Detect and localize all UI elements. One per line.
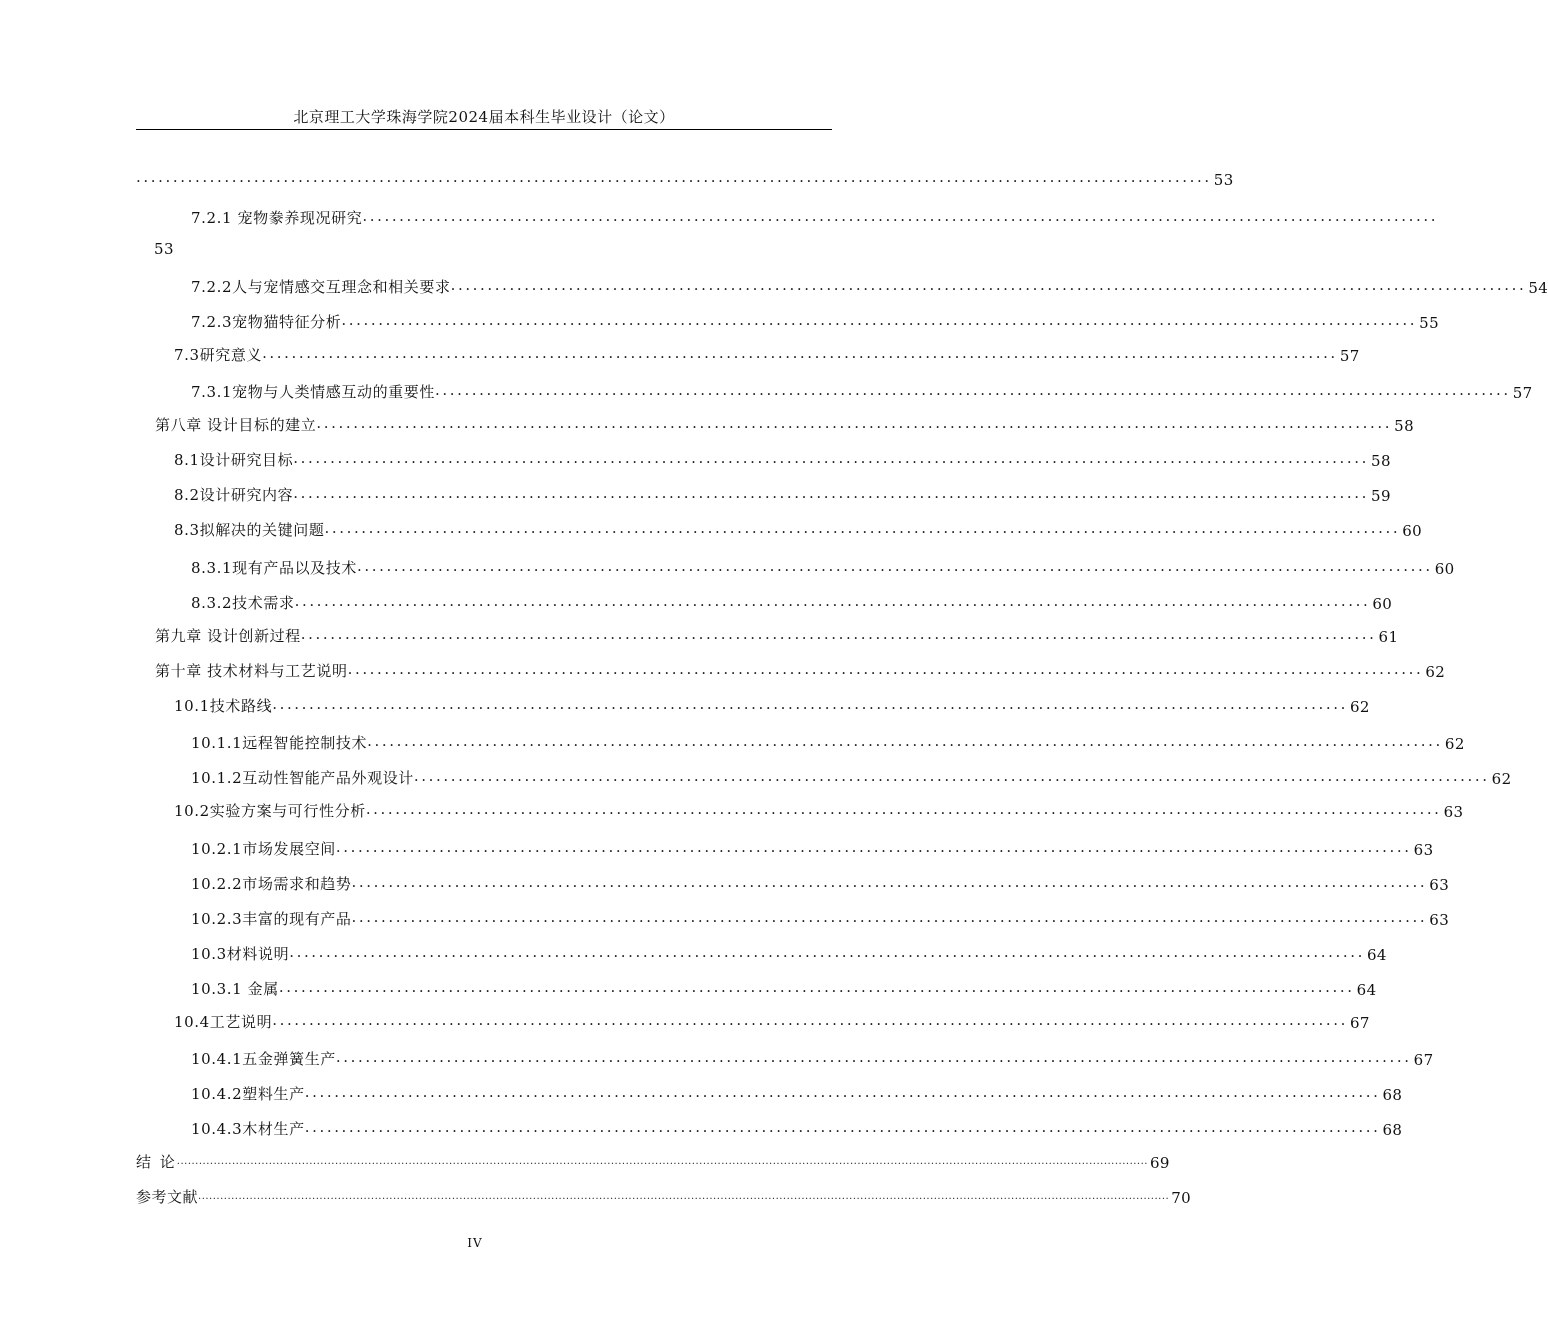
page-number: IV: [467, 1236, 483, 1250]
toc-entry[interactable]: [191, 308, 1440, 332]
toc-entry-page: 70: [1171, 1189, 1192, 1207]
toc-entry[interactable]: [174, 1008, 1370, 1032]
toc-entry-page: 60: [1402, 522, 1423, 540]
toc-leader-dots: ..................................................................................................................................................: [316, 414, 1393, 432]
toc-entry-label: 第十章 技术材料与工艺说明: [155, 662, 348, 680]
toc-entry-page: 59: [1371, 487, 1391, 505]
toc-leader-dots: ..................................................................................................................................................: [272, 695, 1348, 713]
toc-entry[interactable]: [191, 273, 1548, 297]
toc-entry[interactable]: [174, 341, 1360, 365]
toc-leader-dots: ........................................................................................................................................................................................................................................................................: [198, 1191, 1170, 1202]
toc-leader-dots: ..................................................................................................................................................: [304, 1083, 1381, 1101]
toc-leader-dots: ..................................................................................................................................................: [293, 449, 1370, 467]
toc-leader-dots: ..................................................................................................................................................: [351, 873, 1428, 891]
toc-entry-page: 63: [1429, 911, 1450, 929]
toc-entry-label: 10.2.2市场需求和趋势: [191, 875, 352, 893]
toc-entry-page: 63: [1413, 841, 1434, 859]
toc-entry[interactable]: [191, 870, 1450, 894]
toc-leader-dots: ..................................................................................................................................................: [300, 625, 1377, 643]
toc-entry[interactable]: [136, 1148, 1170, 1172]
toc-leader-dots: ..................................................................................................................................................: [289, 943, 1365, 961]
toc-entry-label: 10.3材料说明: [191, 945, 290, 963]
toc-entry-page: 63: [1443, 803, 1464, 821]
toc-entry[interactable]: [191, 975, 1377, 999]
toc-entry-label: 8.3拟解决的关键问题: [174, 521, 325, 539]
toc-entry-page: 62: [1349, 698, 1370, 716]
toc-leader-dots: ..................................................................................................................................................: [272, 1011, 1348, 1029]
toc-entry[interactable]: [191, 378, 1533, 402]
toc-entry-label: 10.4工艺说明: [174, 1013, 273, 1031]
toc-entry-label: 8.1设计研究目标: [174, 451, 294, 469]
toc-entry-page: 69: [1149, 1154, 1170, 1172]
toc-entry[interactable]: [174, 692, 1370, 716]
toc-leader-dots: ..................................................................................................................................................: [365, 800, 1442, 818]
toc-entry-label: 7.3.1宠物与人类情感互动的重要性: [191, 383, 435, 401]
toc-entry[interactable]: [191, 940, 1387, 964]
toc-leader-dots: ..................................................................................................................................................: [341, 311, 1418, 329]
toc-entry[interactable]: [174, 481, 1391, 505]
toc-entry-label: 10.1.2互动性智能产品外观设计: [191, 769, 414, 787]
toc-leader-dots: ..................................................................................................................................................: [362, 207, 1439, 225]
toc-entry-label: 结 论: [136, 1153, 177, 1171]
toc-entry-label: 10.2.1市场发展空间: [191, 840, 336, 858]
toc-entry-page: 64: [1366, 946, 1387, 964]
toc-entry-page: 58: [1371, 452, 1391, 470]
toc-entry-page: 54: [1528, 279, 1548, 297]
toc-entry-label: 8.2设计研究内容: [174, 486, 294, 504]
toc-leader-dots: ..................................................................................................................................................: [434, 381, 1511, 399]
toc-entry[interactable]: [191, 764, 1512, 788]
toc-entry[interactable]: [155, 411, 1415, 435]
toc-leader-dots: ..................................................................................................................................................: [450, 276, 1527, 294]
toc-entry-label: 10.1技术路线: [174, 697, 273, 715]
toc-leader-dots: ..................................................................................................................................................: [356, 557, 1433, 575]
toc-leader-dots: ..................................................................................................................................................: [324, 519, 1401, 537]
toc-entry-page: 57: [1512, 384, 1533, 402]
toc-entry[interactable]: [191, 1115, 1403, 1139]
header-title: 北京理工大学珠海学院2024届本科生毕业设计（论文）: [293, 108, 675, 126]
toc-leader-dots: ..................................................................................................................................................: [262, 344, 1338, 362]
toc-entry[interactable]: [155, 657, 1446, 681]
toc-entry-page: 57: [1339, 347, 1360, 365]
toc-entry-page: 68: [1382, 1086, 1403, 1104]
toc-entry-label: 8.3.2技术需求: [191, 594, 295, 612]
toc-entry[interactable]: [136, 1183, 1192, 1207]
toc-leader-dots: ..................................................................................................................................................: [335, 1048, 1412, 1066]
toc-leader-dots: ..................................................................................................................................................: [136, 168, 1212, 186]
toc-entry-page: 64: [1356, 981, 1377, 999]
toc-entry-label: 第九章 设计创新过程: [155, 627, 301, 645]
toc-entry-label: 10.4.2塑料生产: [191, 1085, 305, 1103]
toc-entry-page: 61: [1378, 628, 1399, 646]
toc-leader-dots: ..................................................................................................................................................: [347, 660, 1424, 678]
toc-entry-label: 10.3.1 金属: [191, 980, 279, 998]
toc-entry-page: 55: [1419, 314, 1440, 332]
toc-entry[interactable]: [174, 797, 1464, 821]
toc-entry-page: 62: [1491, 770, 1512, 788]
toc-entry-label: 10.1.1远程智能控制技术: [191, 734, 368, 752]
toc-entry[interactable]: [191, 835, 1434, 859]
toc-entry-page: 58: [1394, 417, 1415, 435]
toc-entry-page: 63: [1429, 876, 1450, 894]
toc-leader-dots: ..................................................................................................................................................: [351, 908, 1428, 926]
toc-entry-label: 7.3研究意义: [174, 346, 263, 364]
toc-leader-dots: ..................................................................................................................................................: [293, 484, 1370, 502]
toc-entry-label: 7.2.2人与宠情感交互理念和相关要求: [191, 278, 451, 296]
toc-entry[interactable]: [191, 905, 1450, 929]
toc-entry-page: 60: [1434, 560, 1455, 578]
toc-leader-dots: ..................................................................................................................................................: [304, 1118, 1381, 1136]
toc-entry[interactable]: [174, 516, 1423, 540]
toc-entry-page: 62: [1444, 735, 1465, 753]
toc-entry-page: 68: [1382, 1121, 1403, 1139]
toc-entry-page: 67: [1413, 1051, 1434, 1069]
toc-leader-dots: ..................................................................................................................................................: [367, 732, 1443, 750]
toc-entry[interactable]: [191, 1045, 1434, 1069]
toc-leader-dots: ..................................................................................................................................................: [278, 978, 1355, 996]
toc-entry-page: 53: [1213, 171, 1234, 189]
toc-entry[interactable]: [174, 446, 1391, 470]
toc-entry[interactable]: [191, 729, 1465, 753]
toc-entry-label: 10.4.3木材生产: [191, 1120, 305, 1138]
toc-entry-label: 7.2.1 宠物豢养现况研究: [191, 209, 363, 227]
toc-entry[interactable]: [191, 1080, 1403, 1104]
toc-entry-label: 10.4.1五金弹簧生产: [191, 1050, 336, 1068]
toc-leader-dots: ..................................................................................................................................................: [294, 592, 1371, 610]
toc-entry-label: 7.2.3宠物猫特征分析: [191, 313, 342, 331]
toc-entry-label: 第八章 设计目标的建立: [155, 416, 317, 434]
toc-entry[interactable]: [136, 165, 1234, 189]
toc-entry-page-continued: 53: [154, 240, 175, 258]
header-rule: [136, 129, 832, 130]
toc-entry-label: 8.3.1现有产品以及技术: [191, 559, 357, 577]
toc-entry-label: 10.2实验方案与可行性分析: [174, 802, 366, 820]
toc-entry[interactable]: [155, 622, 1399, 646]
toc-entry-page: 60: [1372, 595, 1393, 613]
toc-entry-label: 10.2.3丰富的现有产品: [191, 910, 352, 928]
toc-entry[interactable]: [191, 589, 1393, 613]
toc-entry-page: 62: [1425, 663, 1446, 681]
toc-entry[interactable]: [191, 204, 1439, 228]
toc-leader-dots: ..................................................................................................................................................: [413, 767, 1490, 785]
toc-entry-page: 67: [1349, 1014, 1370, 1032]
toc-entry-label: 参考文献: [136, 1188, 199, 1206]
toc-entry[interactable]: [191, 554, 1455, 578]
toc-leader-dots: ..................................................................................................................................................: [335, 838, 1412, 856]
toc-leader-dots: ........................................................................................................................................................................................................................................................................: [176, 1156, 1148, 1167]
